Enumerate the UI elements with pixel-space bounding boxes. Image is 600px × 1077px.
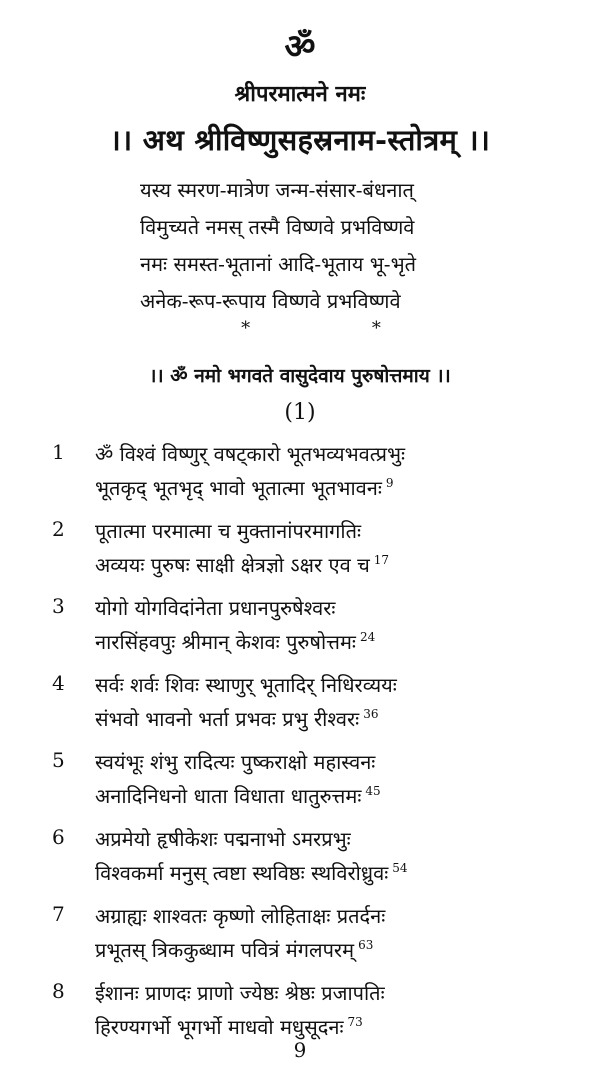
verse-line-2 xyxy=(95,474,394,501)
verse-text: हिरण्यगर्भो भूगर्भो माधवो मधुसूदनः xyxy=(95,1015,344,1039)
name-count: 36 xyxy=(363,707,379,722)
page-title: ।। अथ श्रीविष्णुसहस्रनाम-स्तोत्रम् ।। xyxy=(109,123,491,157)
name-count: 24 xyxy=(359,630,376,645)
verse-line: ईशानः प्राणदः प्राणो ज्येष्ठः श्रेष्ठः प्रजापतिः xyxy=(95,981,385,1005)
verse-line-2 xyxy=(95,936,373,963)
verse-number: 4 xyxy=(52,671,65,695)
verse-line: अग्राह्यः शाश्वतः कृष्णो लोहिताक्षः प्रतर्दनः xyxy=(95,904,386,928)
verse-line: अप्रमेयो हृषीकेशः पद्मनाभो ऽमरप्रभुः xyxy=(95,827,351,851)
verse-line: स्वयंभूः शंभु रादित्यः पुष्कराक्षो महास्वनः xyxy=(95,750,376,774)
verse-number: 5 xyxy=(52,748,65,772)
verse-line-2 xyxy=(95,705,378,732)
verse-text: अव्ययः पुरुषः साक्षी क्षेत्रज्ञो ऽक्षर एव च xyxy=(95,553,370,577)
verse-line-2 xyxy=(95,551,389,578)
name-count: 63 xyxy=(358,938,374,953)
verse-line: सर्वः शर्वः शिवः स्थाणुर् भूतादिर् निधिरव्ययः xyxy=(95,673,397,697)
page-number: 9 xyxy=(293,1038,307,1062)
verse-line-2 xyxy=(95,628,375,655)
verse-number: 6 xyxy=(52,825,65,849)
verse-line: पूतात्मा परमात्मा च मुक्तानांपरमागतिः xyxy=(95,519,362,543)
dhyana-line: विमुच्यते नमस् तस्मै विष्णवे प्रभविष्णवे xyxy=(140,215,415,239)
name-count: 9 xyxy=(385,476,394,491)
verse-text: संभवो भावनो भर्ता प्रभवः प्रभु रीश्वरः xyxy=(95,707,360,731)
dhyana-line: यस्य स्मरण-मात्रेण जन्म-संसार-बंधनात् xyxy=(140,178,414,202)
name-count: 45 xyxy=(365,784,381,799)
verse-line-2 xyxy=(95,1013,363,1040)
verse-number: 1 xyxy=(52,440,65,464)
verse-line: ॐ विश्वं विष्णुर् वषट्कारो भूतभव्यभवत्प्रभुः xyxy=(95,442,406,466)
verse-text: भूतकृद् भूतभृद् भावो भूतात्मा भूतभावनः xyxy=(95,476,382,500)
verse-text: विश्वकर्मा मनुस् त्वष्टा स्थविष्ठः स्थविरोध्रुवः xyxy=(95,861,389,885)
name-count: 73 xyxy=(347,1015,363,1030)
verse-number: 3 xyxy=(52,594,65,618)
verse-line-2 xyxy=(95,859,408,886)
mantra-heading: ।। ॐ नमो भगवते वासुदेवाय पुरुषोत्तमाय ।। xyxy=(149,365,451,387)
section-number: (1) xyxy=(284,400,316,425)
om-symbol: ॐ xyxy=(284,27,316,67)
verse-number: 2 xyxy=(52,517,65,541)
separator-stars: * * xyxy=(241,318,439,339)
verse-number: 7 xyxy=(52,902,65,926)
dhyana-line: अनेक-रूप-रूपाय विष्णवे प्रभविष्णवे xyxy=(140,289,401,313)
verse-line-2 xyxy=(95,782,381,809)
verse-text: नारसिंहवपुः श्रीमान् केशवः पुरुषोत्तमः xyxy=(95,630,356,654)
verse-text: प्रभूतस् त्रिककुब्धाम पवित्रं मंगलपरम् xyxy=(95,938,355,962)
verse-text: अनादिनिधनो धाता विधाता धातुरुत्तमः xyxy=(95,784,362,808)
dhyana-line: नमः समस्त-भूतानां आदि-भूताय भू-भृते xyxy=(140,252,417,276)
name-count: 17 xyxy=(373,553,390,568)
dhyana-shloka xyxy=(140,172,416,320)
verse-line: योगो योगविदांनेता प्रधानपुरुषेश्वरः xyxy=(95,596,336,620)
salutation: श्रीपरमात्मने नमः xyxy=(234,81,366,107)
verse-number: 8 xyxy=(52,979,65,1003)
name-count: 54 xyxy=(392,861,408,876)
